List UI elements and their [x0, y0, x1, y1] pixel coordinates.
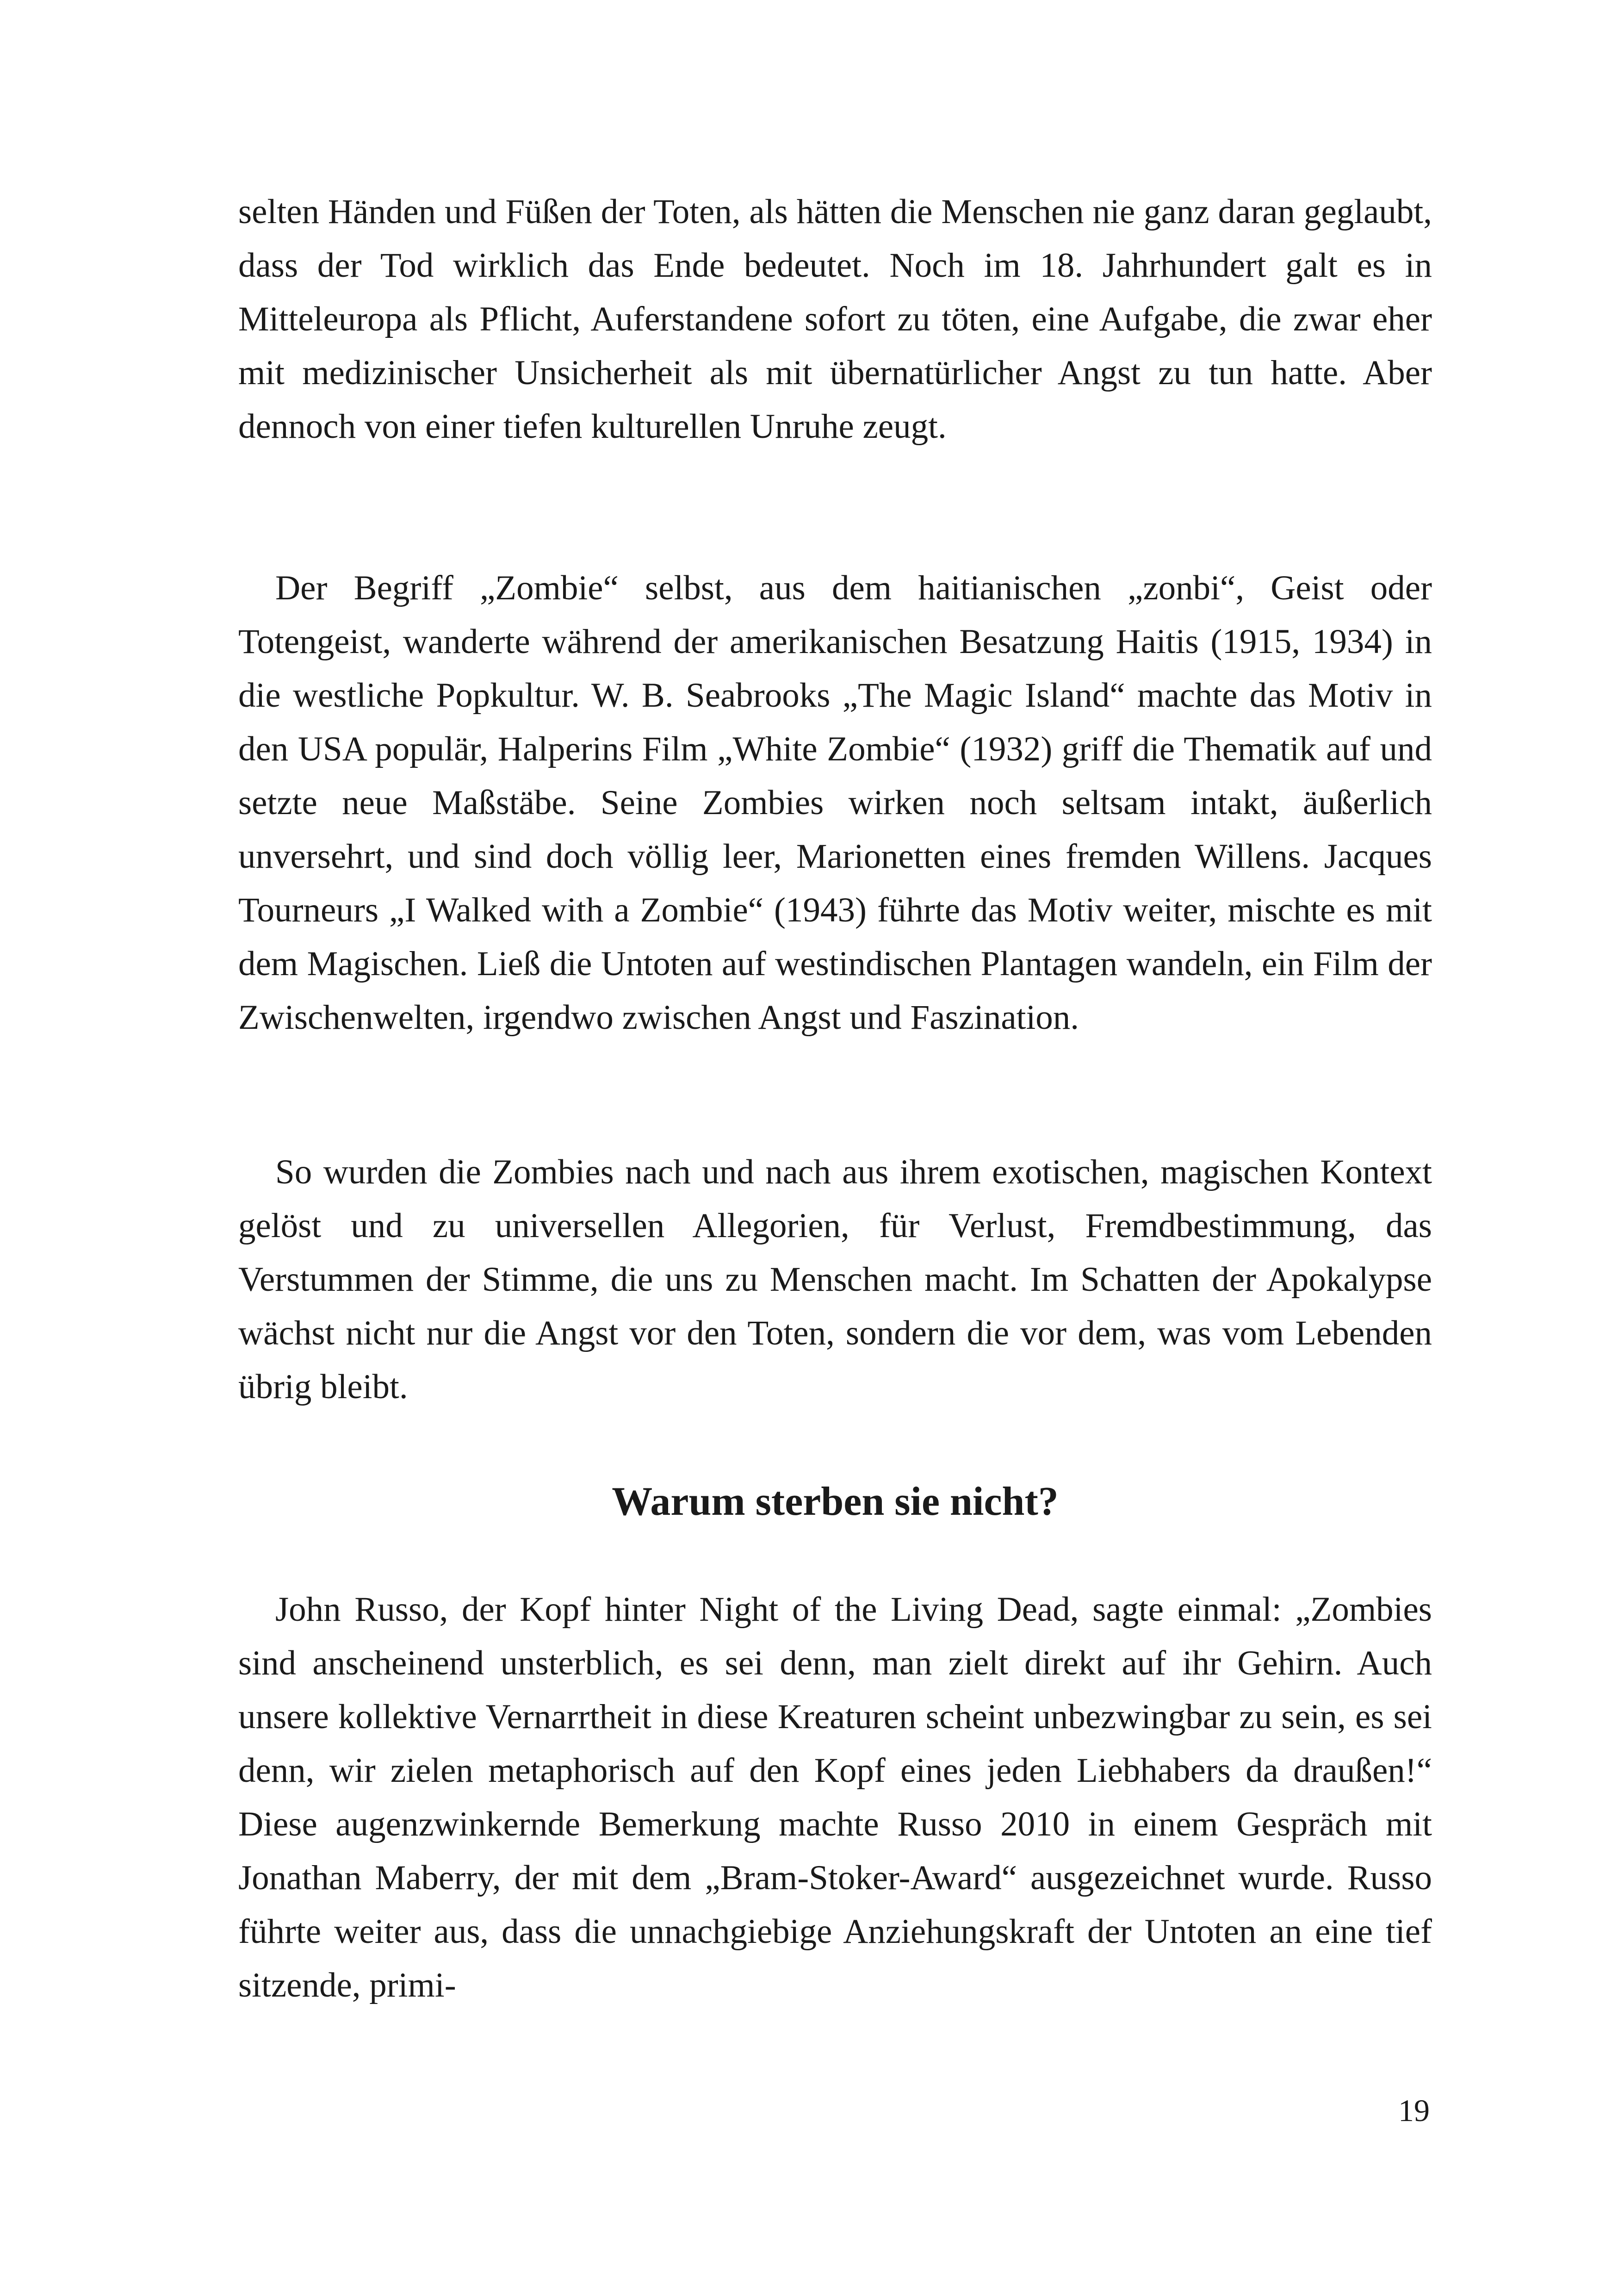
page-number: 19 [1398, 2093, 1430, 2128]
body-paragraph-zombie-term: Der Begriff „Zombie“ selbst, aus dem haitianischen „zonbi“, Geist oder Totengeist, wanderte während der amerikanischen Besatzung Haitis (1915, 1934) in die westliche Popkultur. W. B. Seabrooks „The Magic Island“ machte das Motiv in den USA populär, Halperins Film „White Zombie“ (1932) griff die Thematik auf und setzte neue Maßstäbe. Seine Zombies wirken noch seltsam intakt, äußerlich unversehrt, und sind doch völlig leer, Marionetten eines fremden Willens. Jacques Tourneurs „I Walked with a Zombie“ (1943) führte das Motiv weiter, mischte es mit dem Magischen. Ließ die Untoten auf westindischen Plantagen wandeln, ein Film der Zwischenwelten, irgendwo zwischen Angst und Faszination. [238, 569, 1432, 1037]
body-paragraph-allegories: So wurden die Zombies nach und nach aus ihrem exotischen, magischen Kontext gelöst und zu universellen Allegorien, für Verlust, Fremdbestimmung, das Verstummen der Stimme, die uns zu Menschen macht. Im Schatten der Apokalypse wächst nicht nur die Angst vor den Toten, sondern die vor dem, was vom Lebenden übrig bleibt. [238, 1153, 1432, 1406]
body-paragraph-russo-quote: John Russo, der Kopf hinter Night of the Living Dead, sagte einmal: „Zombies sind anscheinend unsterblich, es sei denn, man zielt direkt auf ihr Gehirn. Auch unsere kollektive Vernarrtheit in diese Kreaturen scheint unbezwingbar zu sein, es sei denn, wir zielen metaphorisch auf den Kopf eines jeden Liebhabers da draußen!“ Diese augenzwinkernde Bemerkung machte Russo 2010 in einem Gespräch mit Jonathan Maberry, der mit dem „Bram-Stoker-Award“ ausgezeichnet wurde. Russo führte weiter aus, dass die unnachgiebige Anziehungskraft der Untoten an eine tief sitzende, primi- [238, 1590, 1432, 2004]
body-paragraph-continued: selten Händen und Füßen der Toten, als hätten die Menschen nie ganz daran geglaubt, dass der Tod wirklich das Ende bedeutet. Noch im 18. Jahrhundert galt es in Mitteleuropa als Pflicht, Auferstandene sofort zu töten, eine Aufgabe, die zwar eher mit medizinischer Unsicherheit als mit übernatürlicher Angst zu tun hatte. Aber dennoch von einer tiefen kulturellen Unruhe zeugt. [238, 193, 1432, 446]
section-heading: Warum sterben sie nicht? [612, 1479, 1059, 1524]
